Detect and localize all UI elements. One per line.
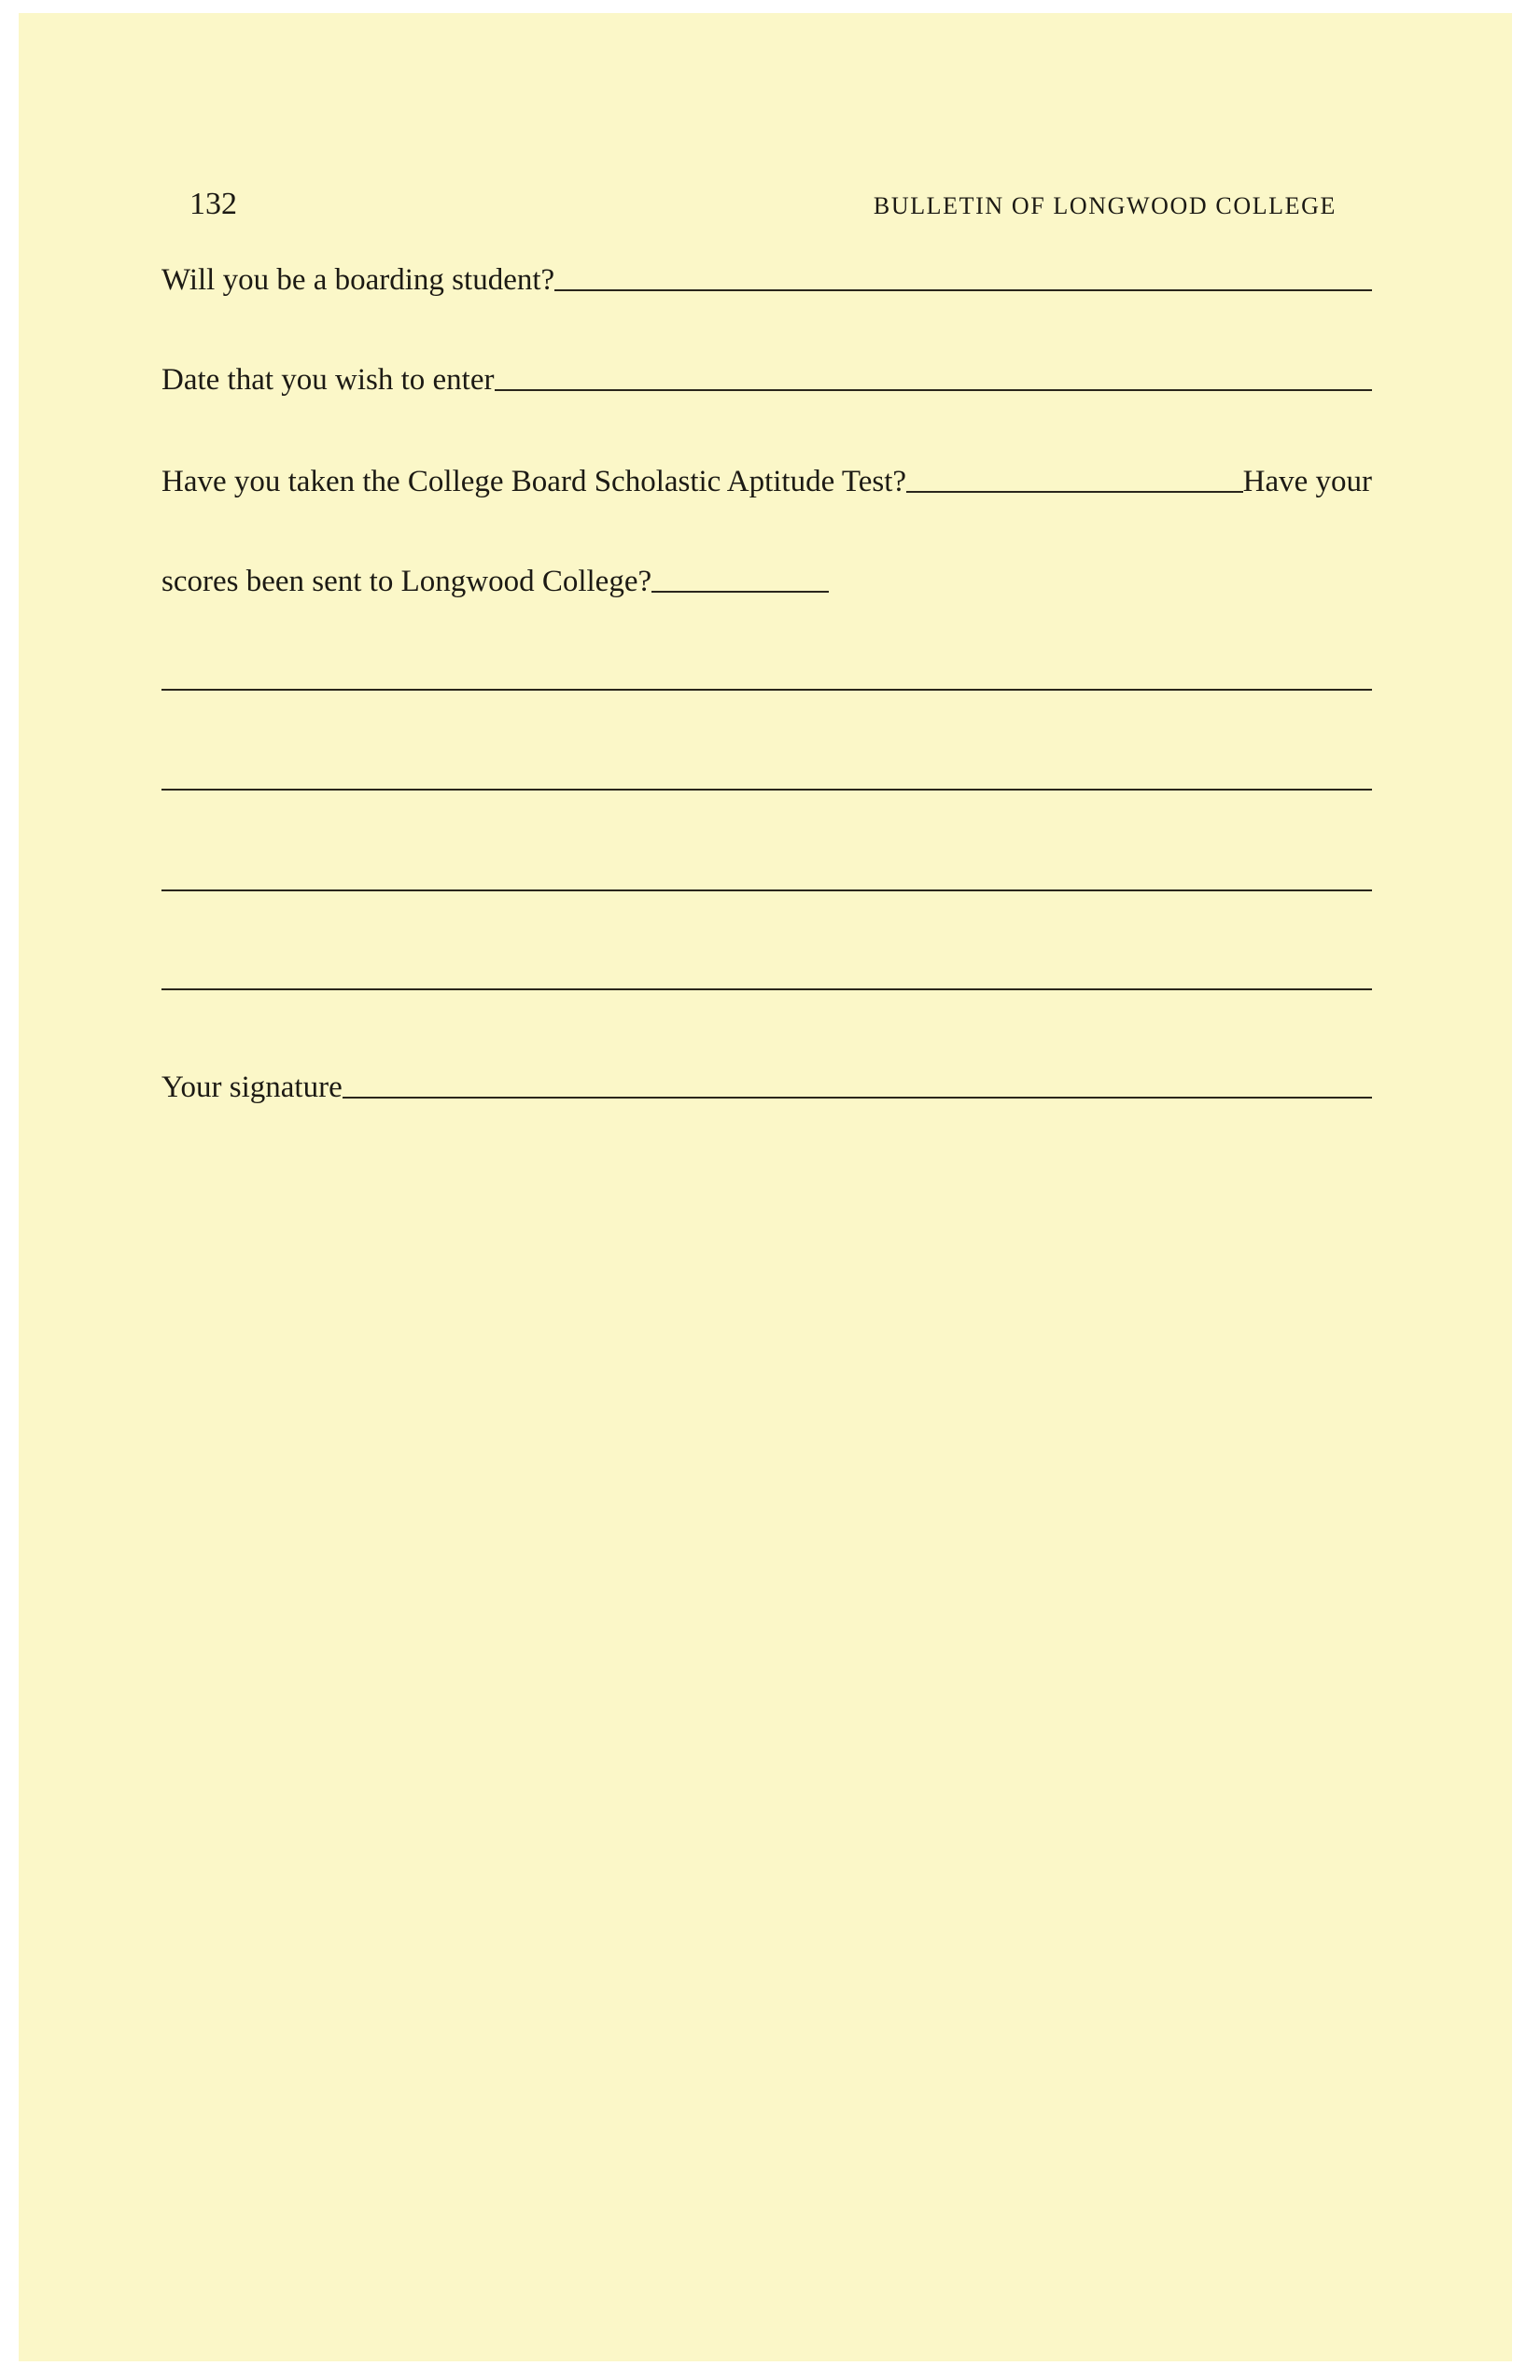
entry-date-line xyxy=(161,363,1372,398)
running-head: BULLETIN OF LONGWOOD COLLEGE xyxy=(873,192,1337,219)
page-header xyxy=(189,187,1337,224)
page-number: 132 xyxy=(189,187,237,221)
signature-field[interactable] xyxy=(343,1096,1372,1099)
boarding-answer-field[interactable] xyxy=(554,288,1372,291)
blank-line-1[interactable] xyxy=(161,689,1372,691)
sat-question-line xyxy=(161,465,1372,499)
scores-question-line xyxy=(161,565,1372,599)
signature-label: Your signature xyxy=(161,1071,343,1104)
sat-question-label: Have you taken the College Board Scholastic Aptitude Test? xyxy=(161,465,907,498)
scores-question-label-start: Have your xyxy=(1242,465,1372,498)
scores-answer-field[interactable] xyxy=(651,590,829,593)
boarding-question-line xyxy=(161,263,1372,298)
signature-line xyxy=(161,1071,1372,1105)
bulletin-page xyxy=(19,13,1512,2361)
entry-date-field[interactable] xyxy=(495,388,1373,391)
entry-date-label: Date that you wish to enter xyxy=(161,363,495,397)
blank-line-3[interactable] xyxy=(161,889,1372,891)
sat-answer-field[interactable] xyxy=(906,490,1243,493)
boarding-question-label: Will you be a boarding student? xyxy=(161,263,555,297)
scores-question-label-end: scores been sent to Longwood College? xyxy=(161,565,652,598)
blank-line-2[interactable] xyxy=(161,789,1372,791)
blank-line-4[interactable] xyxy=(161,988,1372,990)
